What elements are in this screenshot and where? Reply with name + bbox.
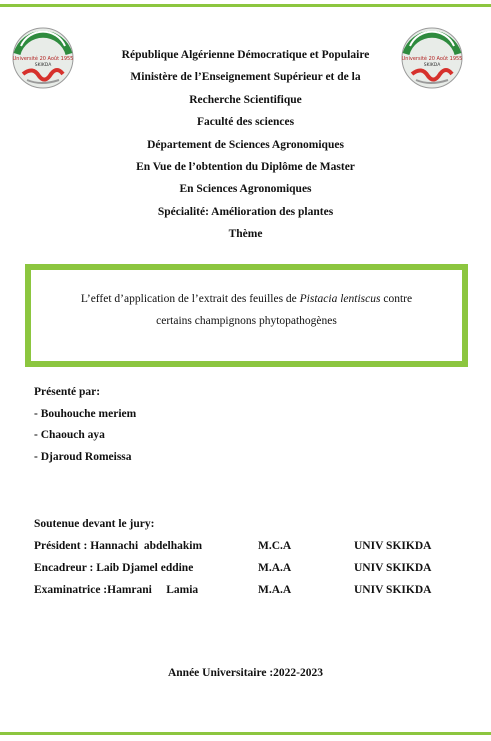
header-line: Faculté des sciences (196, 116, 295, 129)
header-line: Spécialité: Amélioration des plantes (157, 205, 334, 218)
logo-text-1: Université 20 Août 1955 (401, 56, 463, 62)
logo-text-1: Université 20 Août 1955 (12, 56, 74, 62)
jury-heading: Soutenue devant le jury: (34, 518, 155, 530)
logo-text-2: SKIKDA (423, 63, 441, 68)
jury-row (34, 579, 454, 601)
jury-grade: M.A.A (258, 562, 292, 574)
jury-grade: M.A.A (258, 584, 292, 596)
jury-row (34, 535, 454, 557)
theme-label: Thème (228, 228, 263, 241)
university-seal-icon (11, 26, 75, 90)
jury-row (34, 557, 454, 579)
species-name: Pistacia lentiscus (299, 293, 381, 305)
bottom-green-rule (0, 732, 491, 735)
logo-text-2: SKIKDA (34, 63, 52, 68)
institution-header (80, 44, 411, 246)
jury-section (34, 513, 454, 601)
presenter-name: - Bouhouche meriem (34, 407, 137, 420)
jury-university: UNIV SKIKDA (354, 562, 432, 574)
thesis-title (31, 288, 462, 332)
academic-year: Année Universitaire :2022-2023 (167, 667, 323, 679)
title-part-2: contre (380, 293, 413, 305)
presenter-name: - Djaroud Romeissa (34, 450, 132, 463)
university-logo-left (11, 26, 75, 90)
jury-university: UNIV SKIKDA (354, 540, 432, 552)
jury-university: UNIV SKIKDA (354, 584, 432, 596)
header-line: République Algérienne Démocratique et Populaire (121, 49, 370, 61)
header-line: Département de Sciences Agronomiques (147, 138, 344, 151)
title-part-1: L’effet d’application de l’extrait des feuilles de (80, 293, 300, 305)
jury-grade: M.C.A (258, 540, 292, 552)
header-line: Recherche Scientifique (189, 93, 302, 106)
theme-box (25, 264, 468, 367)
top-green-rule (0, 4, 491, 7)
jury-role: Examinatrice :Hamrani Lamia (34, 584, 199, 596)
header-line: En Vue de l’obtention du Diplôme de Master (136, 161, 355, 174)
title-line-2: certains champignons phytopathogènes (156, 315, 337, 327)
presented-heading: Présenté par: (34, 386, 101, 398)
header-line: Ministère de l’Enseignement Supérieur et de la (130, 71, 361, 84)
presenters-section (34, 382, 136, 468)
jury-role: Encadreur : Laib Djamel eddine (34, 562, 194, 574)
header-line: En Sciences Agronomiques (179, 183, 312, 196)
jury-role: Président : Hannachi abdelhakim (34, 540, 203, 552)
presenter-name: - Chaouch aya (34, 429, 105, 441)
